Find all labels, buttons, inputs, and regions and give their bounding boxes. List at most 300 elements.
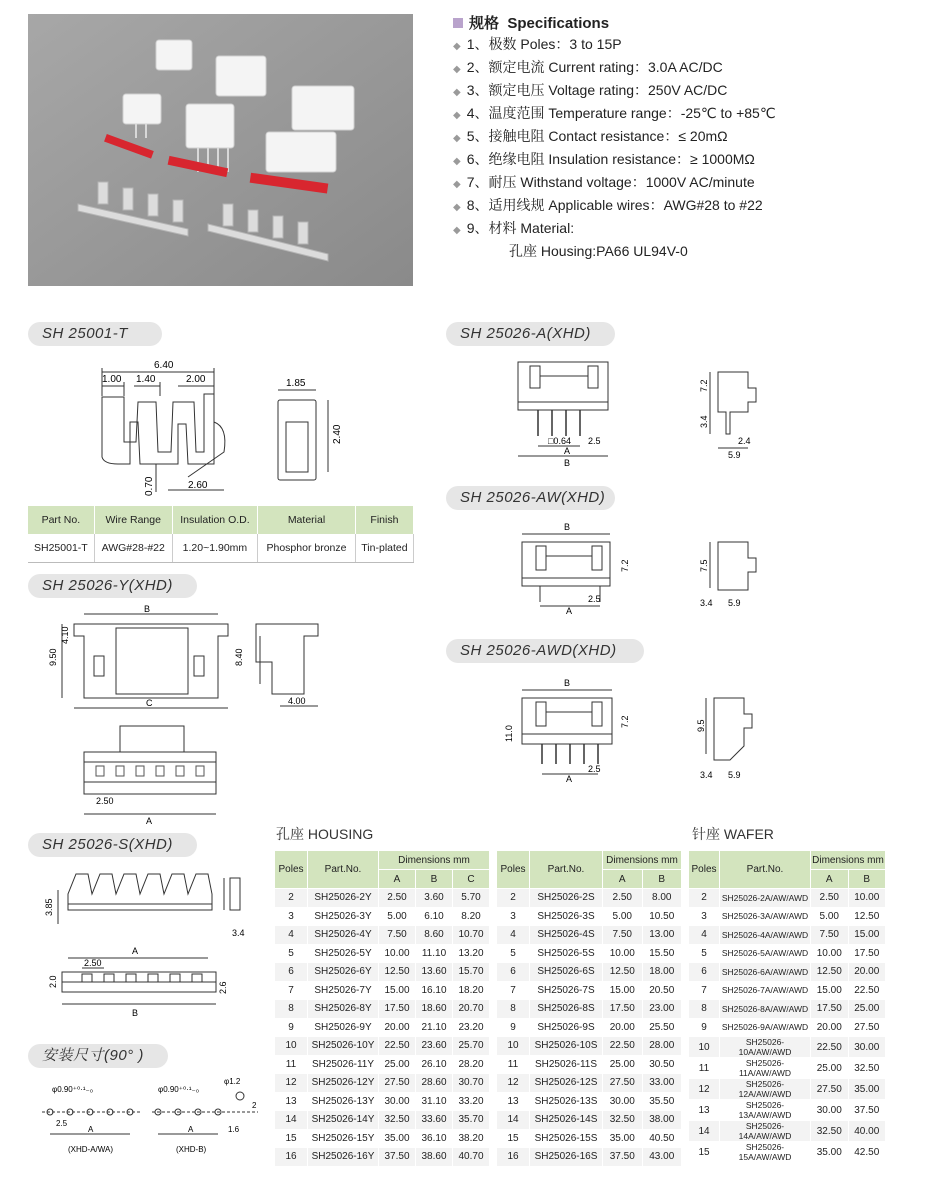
dim-label: 2.5 [588,764,601,774]
spec-separator: ： [664,128,679,144]
table-row [497,1037,682,1056]
section-header-mount [28,1044,178,1068]
table-cell: 30.00 [603,1092,643,1111]
table-cell: 30.50 [642,1055,682,1074]
dim-label: 5.9 [728,450,741,460]
dim-label: B [564,678,571,688]
table-row [497,963,682,982]
table-cell: 43.00 [642,1148,682,1167]
table-cell: SH25026-10Y [308,1037,379,1056]
spec-label-cn: 4、温度范围 [466,105,545,121]
dim-label: 2.50 [96,796,114,806]
table-cell: 16 [275,1148,308,1167]
table-cell: 22.50 [379,1037,416,1056]
table-cell: 10 [689,1037,720,1058]
table-cell: 5 [497,944,530,963]
spec-value: ≤ 20mΩ [678,128,728,144]
table-cell: 8.20 [453,907,490,926]
table-cell: 10.00 [811,944,849,963]
table-row [275,1055,490,1074]
table-row [689,1058,886,1079]
table-cell: SH25026-5Y [308,944,379,963]
table-cell: SH25026-16Y [308,1148,379,1167]
section-header-aw [446,486,626,510]
section-header-a [446,322,626,346]
socket-s-table [496,850,682,1167]
dim-label: B [564,458,571,468]
dim-label: 1.40 [136,374,156,385]
dim-label: A [564,446,571,456]
spec-item [453,57,923,80]
table-cell: 28.20 [453,1055,490,1074]
table-cell: 27.50 [603,1074,643,1093]
table-cell: 23.20 [453,1018,490,1037]
dim-label: 11.0 [504,725,514,742]
table-row [497,944,682,963]
col-header-poles: Poles [497,851,530,889]
spec-label-en: Contact resistance [548,128,665,144]
section-title: SH 25026-AWD(XHD) [446,639,644,663]
terminal-table-header: Part No. [28,506,94,534]
dim-label: 9.5 [696,719,706,732]
table-cell: SH25026-14A/AW/AWD [720,1121,811,1142]
table-row [689,963,886,982]
spec-label-en: Material [520,220,571,236]
table-cell: SH25026-15S [530,1129,603,1148]
table-cell: SH25026-6A/AW/AWD [720,963,811,982]
table-cell: 22.50 [603,1037,643,1056]
section-header-y [28,574,208,598]
dim-label: 2.40 [332,424,343,444]
table-cell: 9 [497,1018,530,1037]
section-title: SH 25026-AW(XHD) [446,486,615,510]
table-cell: 14 [689,1121,720,1142]
socket-s-drawing [28,864,268,1024]
spec-label-cn: 7、耐压 [466,174,517,190]
dim-label: 2.5 [588,594,601,604]
table-cell: 26.10 [416,1055,453,1074]
table-cell: 20.50 [642,981,682,1000]
spec-value: AWG#28 to #22 [663,197,763,213]
table-cell: SH25026-9Y [308,1018,379,1037]
table-cell: SH25026-2A/AW/AWD [720,889,811,908]
wafer-table-title: 针座 WAFER [692,826,774,842]
spec-item [453,80,923,103]
table-cell: SH25026-3Y [308,907,379,926]
dim-label: 4.00 [288,696,306,706]
spec-title-cn: 规格 [469,15,500,32]
table-cell: 18.20 [453,981,490,1000]
table-cell: 4 [689,926,720,945]
table-cell: 17.50 [379,1000,416,1019]
table-cell: SH25026-3S [530,907,603,926]
table-cell: 21.10 [416,1018,453,1037]
table-cell: 15 [275,1129,308,1148]
table-cell: 22.50 [848,981,886,1000]
table-cell: 3 [275,907,308,926]
dim-label: (XHD-A/WA) [68,1145,114,1154]
table-cell: 5.70 [453,889,490,908]
spec-label-en: Poles [520,36,556,52]
table-row [275,944,490,963]
dim-label: 6.40 [154,360,174,371]
table-cell: SH25026-11A/AW/AWD [720,1058,811,1079]
table-cell: 10.00 [379,944,416,963]
table-cell: 8 [275,1000,308,1019]
spec-separator: ： [649,197,664,213]
terminal-table-cell: Tin-plated [355,534,413,563]
table-cell: 15.00 [811,981,849,1000]
table-cell: 35.50 [642,1092,682,1111]
table-cell: 11 [497,1055,530,1074]
table-cell: SH25026-2Y [308,889,379,908]
table-cell: SH25026-5A/AW/AWD [720,944,811,963]
spec-label-cn: 3、额定电压 [466,82,545,98]
terminal-table-header: Insulation O.D. [172,506,257,534]
table-cell: 25.00 [811,1058,849,1079]
table-cell: 3 [497,907,530,926]
spec-label-en: Temperature range [548,105,667,121]
table-cell: 13 [689,1100,720,1121]
spec-value: 3 to 15P [569,36,622,52]
table-cell: SH25026-4S [530,926,603,945]
table-cell: 7 [689,981,720,1000]
spec-value: 3.0A AC/DC [647,59,723,75]
col-header-part: Part.No. [530,851,603,889]
table-cell: 6 [275,963,308,982]
diamond-bullet-icon: ◆ [453,64,461,75]
table-cell: 25.00 [379,1055,416,1074]
table-cell: 38.60 [416,1148,453,1167]
table-row [275,1111,490,1130]
table-row [275,1148,490,1167]
dim-label: (XHD-B) [176,1145,207,1154]
dim-label: 1.85 [286,378,306,389]
spec-label-en: Current rating [548,59,634,75]
dim-label: 9.50 [48,648,58,666]
table-cell: SH25026-4A/AW/AWD [720,926,811,945]
table-row [275,1129,490,1148]
spec-item [453,172,923,195]
table-cell: 10.50 [642,907,682,926]
table-cell: 5.00 [603,907,643,926]
table-cell: 23.60 [416,1037,453,1056]
table-row [689,1018,886,1037]
table-cell: 14 [275,1111,308,1130]
spec-item [453,126,923,149]
table-cell: SH25026-6Y [308,963,379,982]
table-cell: 15.50 [642,944,682,963]
table-cell: SH25026-8A/AW/AWD [720,1000,811,1019]
table-cell: 12 [497,1074,530,1093]
table-cell: 5 [275,944,308,963]
table-cell: 32.50 [603,1111,643,1130]
terminal-table-cell: SH25001-T [28,534,94,563]
table-cell: SH25026-13A/AW/AWD [720,1100,811,1121]
col-header-poles: Poles [275,851,308,889]
table-row [497,1092,682,1111]
col-header-a: A [379,870,416,889]
table-cell: 13.00 [642,926,682,945]
col-header-dimensions: Dimensions mm [811,851,886,870]
wafer-table-body [689,889,886,1163]
table-cell: 20.00 [811,1018,849,1037]
col-header-b: B [848,870,886,889]
col-header-part: Part.No. [720,851,811,889]
table-cell: 37.50 [379,1148,416,1167]
table-row [689,944,886,963]
wafer-table [688,850,886,1163]
table-cell: SH25026-8Y [308,1000,379,1019]
table-cell: 8 [689,1000,720,1019]
table-cell: 13.60 [416,963,453,982]
table-row [689,926,886,945]
terminal-table [28,506,414,563]
table-cell: SH25026-13Y [308,1092,379,1111]
table-cell: 30.70 [453,1074,490,1093]
table-cell: 3.60 [416,889,453,908]
spec-item [453,195,923,218]
table-cell: 12.50 [379,963,416,982]
table-cell: 16.10 [416,981,453,1000]
table-cell: 15 [497,1129,530,1148]
spec-label-cn: 1、极数 [466,36,517,52]
table-row [275,1000,490,1019]
spec-separator: ： [633,59,648,75]
product-photo [28,14,413,286]
dim-label: 3.4 [232,928,245,938]
spec-value: 250V AC/DC [648,82,728,98]
table-cell: 20.70 [453,1000,490,1019]
table-cell: 36.10 [416,1129,453,1148]
section-header-s [28,833,208,857]
specifications-block [453,14,923,261]
table-cell: 20.00 [379,1018,416,1037]
dim-label: 7.2 [699,379,709,392]
spec-value: ≥ 1000MΩ [690,151,755,167]
table-cell: 10.70 [453,926,490,945]
table-cell: 14 [497,1111,530,1130]
table-cell: 10 [497,1037,530,1056]
spec-title-en: Specifications [507,15,610,32]
col-header-dimensions: Dimensions mm [379,851,490,870]
table-row [275,889,490,908]
dim-label: 5.9 [728,598,741,608]
spec-label-en: Applicable wires [548,197,650,213]
terminal-table-header: Material [258,506,356,534]
table-cell: 12 [275,1074,308,1093]
table-cell: 12.50 [811,963,849,982]
table-cell: 11 [689,1058,720,1079]
dim-label: A [566,774,573,784]
terminal-drawing [28,352,428,502]
spec-value: -25℃ to +85℃ [680,105,776,121]
col-header-dimensions: Dimensions mm [603,851,682,870]
table-cell: 17.50 [811,1000,849,1019]
table-cell: SH25026-12Y [308,1074,379,1093]
table-cell: 7 [275,981,308,1000]
table-cell: SH25026-7A/AW/AWD [720,981,811,1000]
table-cell: SH25026-13S [530,1092,603,1111]
dim-label: 3.4 [700,598,713,608]
dim-label: 2.60 [188,480,208,491]
table-cell: 32.50 [848,1058,886,1079]
dim-label: A [132,946,139,956]
spec-list [453,34,923,241]
table-cell: 32.50 [379,1111,416,1130]
table-cell: SH25026-11Y [308,1055,379,1074]
table-cell: 10.00 [603,944,643,963]
dim-label: 8.40 [234,648,244,666]
housing-table-body [275,889,490,1167]
spec-separator: ： [666,105,681,121]
table-cell: 2.50 [379,889,416,908]
table-cell: 4 [275,926,308,945]
dim-label: 2.0 [48,975,58,988]
table-cell: 6.10 [416,907,453,926]
table-cell: 25.00 [603,1055,643,1074]
dim-label: 2.50 [84,958,102,968]
section-header-awd [446,639,646,663]
table-cell: 30.00 [848,1037,886,1058]
table-cell: 5.00 [379,907,416,926]
table-cell: 28.60 [416,1074,453,1093]
dim-label: 2.6 [218,981,228,994]
terminal-table-cell: Phosphor bronze [258,534,356,563]
table-row [497,926,682,945]
table-cell: 2 [689,889,720,908]
table-cell: SH25026-3A/AW/AWD [720,907,811,926]
table-cell: 23.00 [642,1000,682,1019]
bullet-square-icon [453,18,463,28]
table-cell: 4 [497,926,530,945]
table-cell: 13 [497,1092,530,1111]
col-header-poles: Poles [689,851,720,889]
table-row [689,1079,886,1100]
table-cell: 25.00 [848,1000,886,1019]
spec-item [453,149,923,172]
table-cell: SH25026-9S [530,1018,603,1037]
spec-label-cn: 2、额定电流 [466,59,545,75]
table-row [275,963,490,982]
table-cell: 15.00 [379,981,416,1000]
table-cell: 13.20 [453,944,490,963]
section-title: SH 25001-T [28,322,162,346]
table-cell: SH25026-14S [530,1111,603,1130]
table-cell: 2.50 [603,889,643,908]
table-cell: 10.00 [848,889,886,908]
table-row [275,907,490,926]
table-row [497,889,682,908]
dim-label: 2.5 [588,436,601,446]
table-cell: 7.50 [379,926,416,945]
table-cell: 3 [689,907,720,926]
dim-label: C [146,698,153,708]
diamond-bullet-icon: ◆ [453,133,461,144]
dim-label: 2 [252,1101,257,1110]
spec-label-en: Voltage rating [548,82,635,98]
spec-separator: ： [631,174,646,190]
table-cell: 10 [275,1037,308,1056]
spec-label-en: Withstand voltage [520,174,632,190]
col-header-a: A [603,870,643,889]
table-cell: 16 [497,1148,530,1167]
table-cell: 5.00 [811,907,849,926]
table-cell: 17.50 [848,944,886,963]
table-cell: 35.00 [848,1079,886,1100]
table-row [497,1148,682,1167]
wafer-aw-drawing [500,520,780,620]
dim-label: A [566,606,573,616]
table-cell: 38.20 [453,1129,490,1148]
table-cell: SH25026-12A/AW/AWD [720,1079,811,1100]
table-cell: 15.00 [603,981,643,1000]
table-cell: SH25026-10A/AW/AWD [720,1037,811,1058]
dim-label: □0.64 [548,436,571,446]
table-row [275,981,490,1000]
diamond-bullet-icon: ◆ [453,110,461,121]
table-cell: 12.50 [848,907,886,926]
table-cell: 22.50 [811,1037,849,1058]
table-cell: 27.50 [848,1018,886,1037]
dim-label: 3.4 [700,770,713,780]
dim-label: A [188,1125,194,1134]
table-cell: SH25026-2S [530,889,603,908]
table-cell: 9 [275,1018,308,1037]
table-cell: 20.00 [603,1018,643,1037]
table-cell: 35.00 [811,1142,849,1163]
table-cell: SH25026-16S [530,1148,603,1167]
wafer-awd-drawing [500,676,780,786]
table-cell: SH25026-4Y [308,926,379,945]
spec-label-cn: 5、接触电阻 [466,128,545,144]
table-row [689,889,886,908]
table-cell: SH25026-15Y [308,1129,379,1148]
table-cell: 7 [497,981,530,1000]
table-cell: 9 [689,1018,720,1037]
table-cell: 40.70 [453,1148,490,1167]
table-row [497,1018,682,1037]
table-cell: 38.00 [642,1111,682,1130]
dim-label: φ0.90⁺⁰·¹₋₀ [52,1085,94,1094]
table-cell: 25.70 [453,1037,490,1056]
table-row [275,926,490,945]
table-row [689,1121,886,1142]
dim-label: 2.4 [738,436,751,446]
table-cell: 30.00 [379,1092,416,1111]
table-cell: 8 [497,1000,530,1019]
diamond-bullet-icon: ◆ [453,41,461,52]
table-cell: 6 [689,963,720,982]
section-title: SH 25026-S(XHD) [28,833,197,857]
spec-separator: ： [634,82,649,98]
spec-housing-material: 孔座 Housing:PA66 UL94V-0 [509,243,688,259]
table-cell: 37.50 [603,1148,643,1167]
table-cell: 18.60 [416,1000,453,1019]
table-row [275,1037,490,1056]
spec-item [453,218,923,241]
s-table-body [497,889,682,1167]
table-row [689,1100,886,1121]
table-cell: 35.00 [379,1129,416,1148]
section-header-sh25001t [28,322,414,346]
table-row [689,1000,886,1019]
table-cell: SH25026-11S [530,1055,603,1074]
table-cell: 15.00 [848,926,886,945]
section-title: SH 25026-Y(XHD) [28,574,197,598]
spec-item [453,103,923,126]
table-row [497,1074,682,1093]
